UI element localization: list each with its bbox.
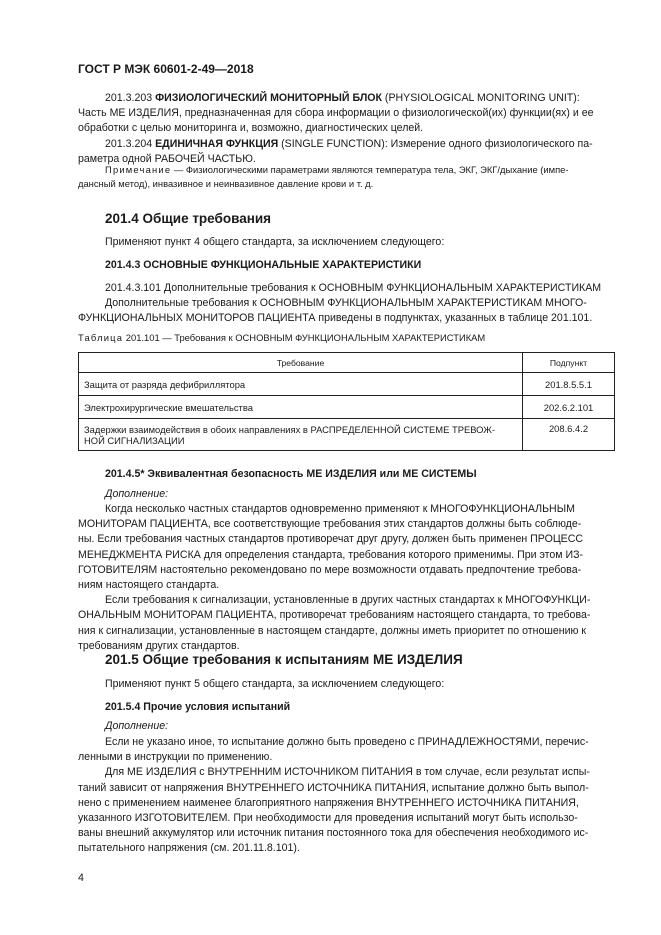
subsection-201-4-3-title: 201.4.3 ОСНОВНЫЕ ФУНКЦИОНАЛЬНЫЕ ХАРАКТЕРИСТИКИ <box>105 259 422 271</box>
table-cell-requirement: Защита от разряда дефибриллятора <box>79 373 523 396</box>
definition-201-3-203: 201.3.203 ФИЗИОЛОГИЧЕСКИЙ МОНИТОРНЫЙ БЛОК (PHYSIOLOGICAL MONITORING UNIT): Часть МЕ ИЗДЕЛИЯ, предназначенная для сбора информации о физиологической(их) функции(ях) и ее обработки с целью мониторинга и, возможно, диагностических целей. <box>78 92 594 135</box>
section-201-5-intro: Применяют пункт 5 общего стандарта, за исключением следующего: <box>105 678 445 690</box>
paragraph: Если не указано иное, то испытание должно быть проведено с ПРИНАДЛЕЖНОСТЯМИ, перечис- ленными в инструкции по применению. Для МЕ ИЗДЕЛИЯ с ВНУТРЕННИМ ИСТОЧНИКОМ ПИТАНИЯ в том случае, если результат испы- таний зависит от напряжения ВНУТРЕННЕГО ИСТОЧНИКА ПИТАНИЯ, испытание должно быть выпол- нено с применением наименее благоприятного напряжения ВНУТРЕННЕГО ИСТОЧНИКА ПИТАНИЯ, указанного ИЗГОТОВИТЕЛЕМ. При необходимости для проведения испытаний могут быть использо- ваны внешний аккумулятор или источник питания постоянного тока для обеспечения необходимого ис- пытательного напряжения (см. 201.11.8.101). <box>78 736 590 855</box>
table-header-row <box>79 353 615 373</box>
page-number: 4 <box>78 872 84 884</box>
definition-term: ФИЗИОЛОГИЧЕСКИЙ МОНИТОРНЫЙ БЛОК <box>155 92 382 104</box>
subsection-201-4-3-text: 201.4.3.101 Дополнительные требования к ОСНОВНЫМ ФУНКЦИОНАЛЬНЫМ ХАРАКТЕРИСТИКАМ Дополнительные требования к ОСНОВНЫМ ФУНКЦИОНАЛЬНЫМ ХАРАКТЕРИСТИКАМ МНОГО- ФУНКЦИОНАЛЬНЫХ МОНИТОРОВ ПАЦИЕНТА приведены в подпунктах, указанных в таблице 201.101. <box>78 282 602 325</box>
definition-term: ЕДИНИЧНАЯ ФУНКЦИЯ <box>155 137 279 150</box>
table-cell-subclause: 202.6.2.101 <box>523 396 615 419</box>
subsection-201-5-4-title: 201.5.4 Прочие условия испытаний <box>105 701 291 713</box>
table-cell-subclause: 201.8.5.5.1 <box>523 373 615 396</box>
section-201-4-title: 201.4 Общие требования <box>105 211 272 226</box>
addition-label: Дополнение: <box>105 720 169 732</box>
table-caption: Таблица 201.101 — Требования к ОСНОВНЫМ ФУНКЦИОНАЛЬНЫМ ХАРАКТЕРИСТИКАМ <box>78 332 486 343</box>
table-cell-requirement: Задержки взаимодействия в обоих направлениях в РАСПРЕДЕЛЕННОЙ СИСТЕМЕ ТРЕВОЖ- НОЙ СИГНАЛИЗАЦИИ <box>79 419 523 451</box>
paragraph: Когда несколько частных стандартов одновременно применяют к МНОГОФУНКЦИОНАЛЬНЫМ МОНИТОРАМ ПАЦИЕНТА, все соответствующие требования этих стандартов должны быть соблюде- ны. Если требования частных стандартов противоречат друг другу, должен быть применен ПРОЦЕСС МЕНЕДЖМЕНТА РИСКА для определения стандарта, требования которого применимы. При этом ИЗ- ГОТОВИТЕЛЯМ настоятельно рекомендовано по мере возможности отдавать предпочтение требова- ниям настоящего стандарта. Если требования к сигнализации, установленные в других частных стандартах к МНОГОФУНКЦИ- ОНАЛЬНЫМ МОНИТОРАМ ПАЦИЕНТА, противоречат требованиям настоящего стандарта, то требова- ния к сигнализации, установленные в настоящем стандарте, должны иметь приоритет по отношению к требованиям других стандартов. <box>78 503 591 652</box>
table-row <box>79 396 615 419</box>
table-cell-subclause: 208.6.4.2 <box>523 419 615 451</box>
requirements-table <box>78 352 615 451</box>
addition-label: Дополнение: <box>105 488 169 500</box>
table-row <box>79 373 615 396</box>
table-row <box>79 419 615 451</box>
note-label: Примечание <box>105 164 172 175</box>
definition-201-3-204: 201.3.204 ЕДИНИЧНАЯ ФУНКЦИЯ (SINGLE FUNCTION): Измерение одного физиологического па- раметра одной РАБОЧЕЙ ЧАСТЬЮ. <box>78 137 593 165</box>
section-201-4-intro: Применяют пункт 4 общего стандарта, за исключением следующего: <box>105 236 445 248</box>
table-cell-requirement: Электрохирургические вмешательства <box>79 396 523 419</box>
document-header: ГОСТ Р МЭК 60601-2-49—2018 <box>78 62 254 76</box>
definitions-block <box>78 91 615 167</box>
subsection-201-4-5-title: 201.4.5* Эквивалентная безопасность МЕ ИЗДЕЛИЯ или МЕ СИСТЕМЫ <box>105 468 477 480</box>
section-201-5-title: 201.5 Общие требования к испытаниям МЕ ИЗДЕЛИЯ <box>105 652 463 667</box>
column-header-subclause: Подпункт <box>523 353 615 373</box>
note: Примечание — Физиологическими параметрами являются температура тела, ЭКГ, ЭКГ/дыхание (импе- дансный метод), инвазивное и неинвазивное давление крови и т. д. <box>78 164 569 189</box>
column-header-requirement: Требование <box>79 353 523 373</box>
